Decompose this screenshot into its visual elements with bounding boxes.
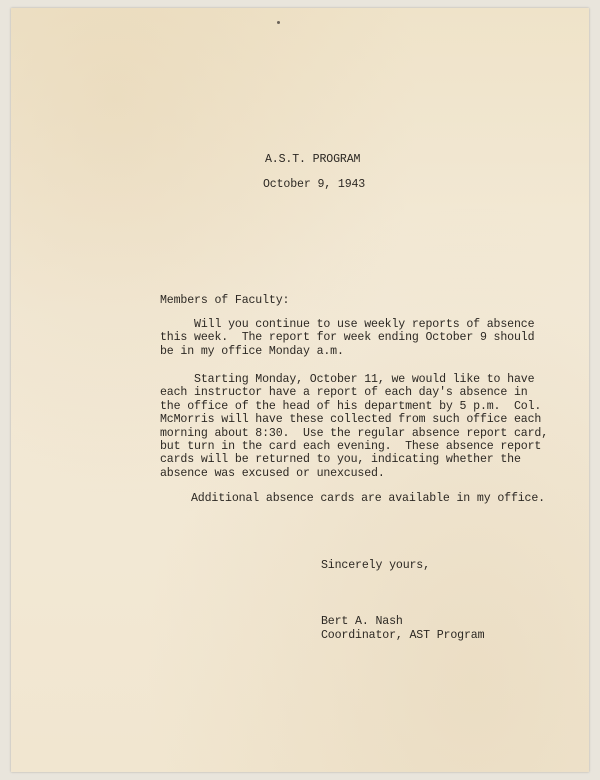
salutation: Members of Faculty: xyxy=(160,294,290,307)
paper-mark xyxy=(277,21,280,24)
letter-page xyxy=(11,8,589,772)
closing: Sincerely yours, xyxy=(321,559,430,572)
body-paragraph-2: Starting Monday, October 11, we would like to have each instructor have a report of each day's absence in the office of the head of his department by 5 p.m. Col. McMorris will have these collected from such office each morning about 8:30. Use the regular absence report card, but turn in the card each evening. These absence report cards will be returned to you, indicating whether the absence was excused or unexcused. xyxy=(160,373,549,480)
letter-heading: A.S.T. PROGRAM xyxy=(265,153,361,166)
body-paragraph-1: Will you continue to use weekly reports of absence this week. The report for week ending October 9 should be in my office Monday a.m. xyxy=(160,318,535,358)
signer-name: Bert A. Nash xyxy=(321,615,403,628)
letter-date: October 9, 1943 xyxy=(263,178,366,191)
body-paragraph-3: Additional absence cards are available in my office. xyxy=(191,492,545,505)
signer-title: Coordinator, AST Program xyxy=(321,629,485,642)
